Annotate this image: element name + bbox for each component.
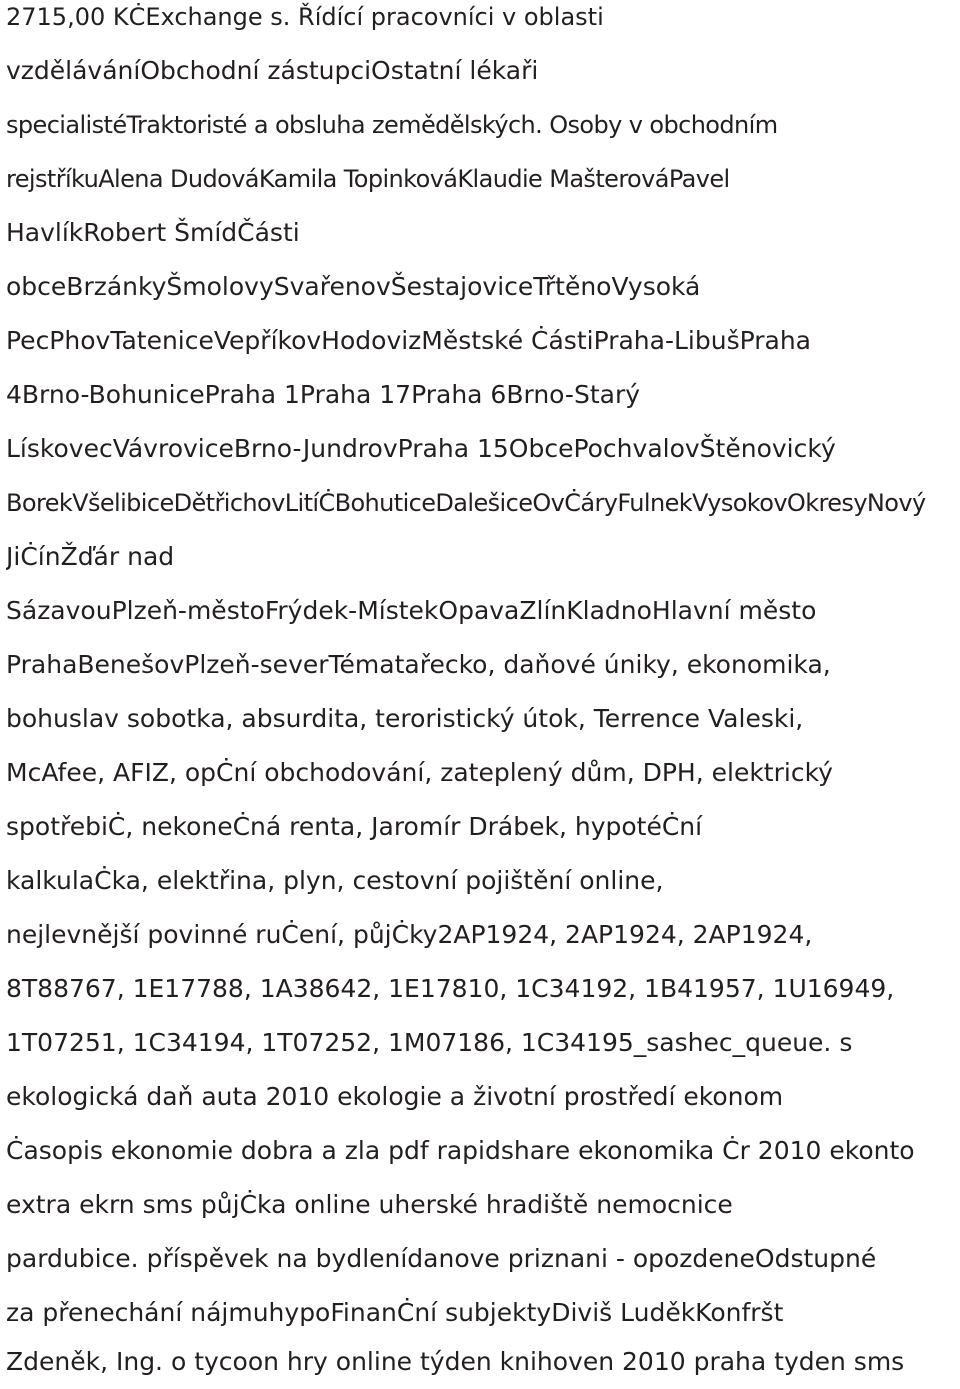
text-line-13: PrahaBenešovPlzeň-severTématařecko, daňové úniky, ekonomika, xyxy=(6,650,831,679)
text-line-10: BorekVšelibiceDětřichovLitíĊBohuticeDalešiceOvĊáryFulnekVysokovOkresyNový xyxy=(6,489,926,517)
text-line-26: Zdeněk, Ing. o tycoon hry online týden knihoven 2010 praha tyden sms xyxy=(6,1347,905,1376)
text-line-5: HavlíkRobert ŠmídČásti xyxy=(6,218,300,247)
text-line-9: LískovecVávroviceBrno-JundrovPraha 15ObcePochvalovŠtěnovický xyxy=(6,434,836,463)
text-line-1: 2715,00 KĊExchange s. Řídící pracovníci v oblasti xyxy=(6,3,604,31)
text-line-11: JiĊínŽďár nad xyxy=(6,542,175,571)
text-line-3: specialistéTraktoristé a obsluha zemědělských. Osoby v obchodním xyxy=(6,111,778,139)
text-line-6: obceBrzánkyŠmolovySvařenovŠestajoviceTřtěnoVysoká xyxy=(6,272,701,301)
text-line-2: vzděláváníObchodní zástupciOstatní lékaři xyxy=(6,56,539,85)
text-line-17: kalkulaĊka, elektřina, plyn, cestovní pojištění online, xyxy=(6,866,664,895)
text-line-23: extra ekrn sms půjĊka online uherské hradiště nemocnice xyxy=(6,1190,733,1219)
text-line-14: bohuslav sobotka, absurdita, teroristický útok, Terrence Valeski, xyxy=(6,704,804,733)
text-line-25: za přenechání nájmuhypoFinanĊní subjektyDiviš LuděkKonfršt xyxy=(6,1298,784,1327)
text-line-22: Ċasopis ekonomie dobra a zla pdf rapidshare ekonomika Ċr 2010 ekonto xyxy=(6,1136,915,1165)
text-line-7: PecPhovTateniceVepříkovHodovizMěstské ĊástiPraha-LibušPraha xyxy=(6,326,812,355)
text-line-15: McAfee, AFIZ, opĊní obchodování, zateplený dům, DPH, elektrický xyxy=(6,758,833,787)
text-line-12: SázavouPlzeň-městoFrýdek-MístekOpavaZlínKladnoHlavní město xyxy=(6,596,817,625)
text-line-16: spotřebiĊ, nekoneĊná renta, Jaromír Drábek, hypotéĊní xyxy=(6,812,703,841)
text-line-20: 1T07251, 1C34194, 1T07252, 1M07186, 1C34195_sashec_queue. s xyxy=(6,1028,853,1057)
text-line-8: 4Brno-BohunicePraha 1Praha 17Praha 6Brno-Starý xyxy=(6,380,641,409)
text-line-18: nejlevnější povinné ruĊení, půjĊky2AP1924, 2AP1924, 2AP1924, xyxy=(6,920,813,949)
text-line-21: ekologická daň auta 2010 ekologie a životní prostředí ekonom xyxy=(6,1082,784,1111)
text-line-4: rejstříkuAlena DudováKamila TopinkováKlaudie MašterováPavel xyxy=(6,165,730,193)
text-line-19: 8T88767, 1E17788, 1A38642, 1E17810, 1C34192, 1B41957, 1U16949, xyxy=(6,974,895,1003)
text-line-24: pardubice. příspěvek na bydlenídanove priznani - opozdeneOdstupné xyxy=(6,1244,877,1273)
